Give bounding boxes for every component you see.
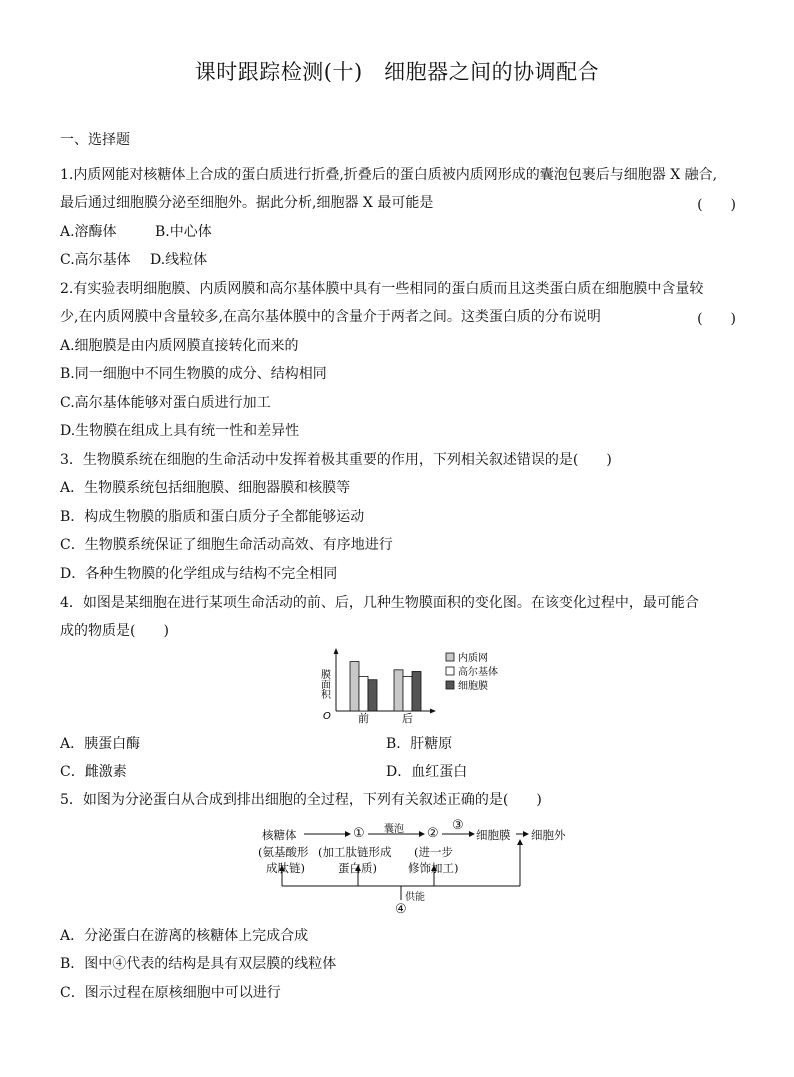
q4-option-d: D．血红蛋白 [386,764,468,780]
legend-label-2: 细胞膜 [458,681,488,692]
flow-note-node1-1: (加工肽链形成 [318,845,392,859]
section-heading: 一、选择题 [60,132,130,148]
flow-vesicle-label: 囊泡 [384,824,404,835]
bar-0-1 [359,676,368,711]
legend-swatch-1 [446,667,454,675]
q4-option-a: A．胰蛋白酶 [60,736,141,752]
legend-label-0: 内质网 [458,653,488,664]
q1-option-b: B.中心体 [155,224,212,240]
bar-1-2 [412,671,421,711]
x-tick-label-1: 后 [402,712,413,725]
bar-1-0 [394,670,403,711]
q4-stem-line2: 成的物质是( ) [60,623,169,639]
q3-option-d: D．各种生物膜的化学组成与结构不完全相同 [60,566,338,582]
legend-swatch-0 [446,653,454,661]
q4-stem-line1: 4．如图是某细胞在进行某项生命活动的前、后，几种生物膜面积的变化图。在该变化过程中，最可能合 [60,595,699,611]
bar-0-0 [350,662,359,711]
flow-node-3: ③ [452,818,464,833]
page-title: 课时跟踪检测(十) 细胞器之间的协调配合 [194,60,600,84]
legend-label-1: 高尔基体 [458,667,498,678]
origin-label: O [323,711,331,722]
chart-ylabel: 膜面积 [318,669,330,699]
q2-answer-paren: ( ) [697,311,736,327]
membrane-area-bar-chart [318,647,508,727]
q5-option-b: B．图中④代表的结构是具有双层膜的线粒体 [60,956,337,972]
secretion-flow-diagram [258,818,578,918]
q2-option-a: A.细胞膜是由内质网膜直接转化而来的 [60,338,299,354]
flow-note-node2-2: 修饰加工) [408,861,459,875]
q1-option-a: A.溶酶体 [60,224,117,240]
q5-option-c: C．图示过程在原核细胞中可以进行 [60,985,281,1001]
q2-option-c: C.高尔基体能够对蛋白质进行加工 [60,395,271,411]
legend-swatch-2 [446,681,454,689]
y-axis-arrow [334,648,339,654]
q5-stem: 5．如图为分泌蛋白从合成到排出细胞的全过程，下列有关叙述正确的是( ) [60,792,542,808]
flow-cell-membrane: 细胞膜 [476,828,511,842]
q3-option-c: C．生物膜系统保证了细胞生命活动高效、有序地进行 [60,537,393,553]
x-axis-arrow [430,709,436,714]
q4-option-b: B．肝糖原 [386,736,453,752]
flow-node-4: ④ [395,902,407,917]
q3-option-a: A．生物膜系统包括细胞膜、细胞器膜和核膜等 [60,480,351,496]
q5-option-a: A．分泌蛋白在游离的核糖体上完成合成 [60,928,309,944]
flow-note-node1-2: 蛋白质) [338,861,377,875]
flow-node-2: ② [427,826,439,841]
flow-note-ribosome-1: (氨基酸形 [258,845,309,859]
q1-stem-line1: 1.内质网能对核糖体上合成的蛋白质进行折叠,折叠后的蛋白质被内质网形成的囊泡包裹后与细胞器 X 融合, [60,167,718,183]
q2-stem-line1: 2.有实验表明细胞膜、内质网膜和高尔基体膜中具有一些相同的蛋白质而且这类蛋白质在细胞膜中含量较 [60,281,704,297]
x-tick-label-0: 前 [358,712,369,725]
q4-option-c: C．雌激素 [60,764,127,780]
flow-node-1: ① [353,826,365,841]
q2-option-b: B.同一细胞中不同生物膜的成分、结构相同 [60,366,327,382]
flow-note-ribosome-2: 成肽链) [266,861,305,875]
bar-0-2 [368,680,377,711]
flow-energy-label: 供能 [405,892,425,903]
q1-stem-line2: 最后通过细胞膜分泌至细胞外。据此分析,细胞器 X 最可能是 [60,195,434,211]
q2-stem-line2: 少,在内质网膜中含量较多,在高尔基体膜中的含量介于两者之间。这类蛋白质的分布说明 [60,309,601,325]
flow-ribosome: 核糖体 [262,828,297,842]
q3-stem: 3．生物膜系统在细胞的生命活动中发挥着极其重要的作用，下列相关叙述错误的是( ) [60,452,612,468]
q1-answer-paren: ( ) [697,197,736,213]
flow-cell-exterior: 细胞外 [531,828,566,842]
q1-option-c: C.高尔基体 [60,252,131,268]
flow-note-node2-1: (进一步 [414,845,453,859]
bar-1-1 [403,676,412,711]
q1-option-d: D.线粒体 [150,252,208,268]
q2-option-d: D.生物膜在组成上具有统一性和差异性 [60,423,300,439]
q3-option-b: B．构成生物膜的脂质和蛋白质分子全都能够运动 [60,509,365,525]
